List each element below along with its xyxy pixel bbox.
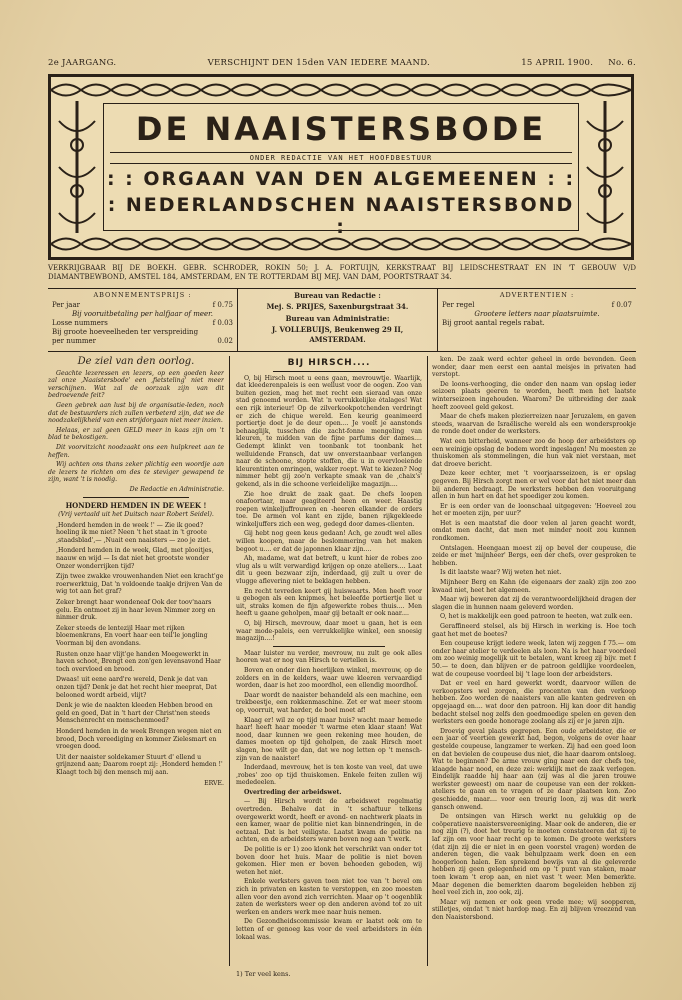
footnote: 1) Ter veel kens. <box>236 970 291 978</box>
redaction-address: Mej. S. PRIJES, Saxenburgstraat 34. <box>266 302 409 311</box>
paragraph: De ontsingen van Hirsch werkt nu gelukkig op de coöperatieve naaistersvereeniging. Maar ook de anderen, die er nog zijn (?), doet het treurig te moeten constateeren dat zij te laf zijn om voor haar recht op te komen. De groote werksters (dat zijn zij die er niet in en geen voorstel vragen) worden de anderen tegen, die vaak behulpzaam werk doen en een hoogerloon halen. Een sprekend bewijs van al die geleverde hebben zij geen gelegenheid om op 't punt van staken, maar toen kwam 't erop aan, en niet vast 't weer. Men bemerkte. Maar degenen die bemerkten daarom begeleiden hebben zij heel veel zich in, zoo ook, zij. <box>432 813 636 897</box>
subscription-heading: ABONNEMENTSPRIJS : <box>93 291 192 299</box>
organ-line-2: : NEDERLANDSCHEN NAAISTERSBOND : <box>107 194 575 238</box>
admin-heading: Bureau van Administratie: <box>285 314 390 323</box>
paragraph: Droevig geval plaats gegrepen. Een oude arbeidster, die er een jaar of veertien gewerkt had, begon, volgens de over haar gestelde coupeuse, langzamer te werken. Zij had een goed loon en dat bevielen de coupeuse dus niet, die haar daarom ontsloeg. Wat te beginnen? De arme vrouw ging naar een der chefs toe, klaagde haar nood, en deze zei: werklijk met de zaak verlegen. Eindelijk raadde hij haar aan (zij was al die jaren trouwe werkster geweest) om naar de coupeuse van een der rokken-ateliers te gaan en te vragen of ze daar plaatsen kon. Zoo geschiedde, maar.... voor een treurig loon, zij was dit werk gansch onwend. <box>432 727 636 811</box>
bulk-price: 0.02 <box>217 337 233 345</box>
paragraph: ken. De zaak werd echter geheel in orde bevonden. Geen wonder, daar men eerst een aantal meisjes in privaten had verstopt. <box>432 356 636 379</box>
volume-year: 2e JAARGANG. <box>48 58 117 68</box>
article-heading-oorlog: De ziel van den oorlog. <box>77 356 195 367</box>
ads-box <box>438 289 636 351</box>
poem-stanza: Zeker brengt haar wondeneaf Ook der toov'naars gelu. En ontmoet zij in haar leven Nimmer zorg en ninmer druk. <box>56 599 216 622</box>
paragraph: Is dit laatste waar? Wij weten het niet. <box>440 569 562 577</box>
poem-stanza: Rusten onze haar vlijt'ge handen Moegewerkt in haven schoot, Brengt een zon'gen levensavond Haar toch overvloed en brood. <box>56 650 221 673</box>
paragraph: Ah, madame, wat dat betreft, u kunt hier de robes zoo vlug als u wilt verwardigd krijgen op onze ateliers.... Laat dit u geen bezwaar zijn, inderdaad, gij zult u over de vlugge aflevering niet te beklagen hebben. <box>236 555 422 586</box>
masthead-inner <box>103 103 579 238</box>
signature: De Redactie en Administratie. <box>129 485 224 493</box>
info-row <box>48 288 636 352</box>
per-line-label: Per regel <box>442 301 475 309</box>
subscription-box <box>48 289 238 351</box>
paragraph: Maar de chefs maken plezierreizen naar Jeruzalem, en gaven steeds, waarvan de Israëlische wereld als een wondersprookje de ronde doet onder de werksters. <box>432 413 636 436</box>
ornament-right-icon <box>581 101 629 233</box>
divider <box>273 646 385 647</box>
paragraph: Dat er veel en hard gewerkt wordt, daarvoor willen de verkoopsters wel zorgen, die procenten van den verkoop hebben. Zoo worden de naaisters van alle kanten gedreven en opgejaagd en.... wat door den patroon. Hij kan door dit handig bedacht stelsel nog zelfs den goedmoedige spelen en geven den werksters een goede honorage zoolang als zij er je jaren zijn. <box>432 680 636 726</box>
poem-heading: HONDERD HEMDEN IN DE WEEK ! <box>65 500 207 510</box>
frequency-note: VERSCHIJNT DEN 15den VAN IEDERE MAAND. <box>207 58 431 68</box>
top-line <box>48 58 636 68</box>
paragraph: En recht tevreden keert gij huiswaarts. Men heeft voor u gebogen als een knipmes, het beleefde portiertje liet u uit, straks komen de fijn afgewerkte robes thuis.... Men heeft u gaane geholpen, maar gij betaalt er ook naar.... <box>236 587 422 618</box>
publisher-info: VERKRIJGBAAR BIJ DE BOEKH. GEBR. SCHRODER, ROKIN 50; J. A. FORTUIJN, KERKSTRAAT BIJ LEIDSCHESTRAAT EN IN 'T GEBOUW V/D DIAMANTBEWBOND, AMSTEL 184, AMSTERDAM, EN TE ROTTERDAM BIJ MEJ. VAN DAM, POORTSTRAAT 34. <box>48 264 636 281</box>
paragraph: Een coupeuse krijgt iedere week, laten wij zeggen f 75.— om onder haar atelier te verdeelen als loon. Na is het haar voordeel om zoo weinig mogelijk uit te betalen, want kreeg zij bijv. met f 50.— te doen, dan blijven er de patroon geldlijke voordeelen, wat de coupeuse voordeel bij 't lage loon der arbeidsters. <box>432 640 636 678</box>
paragraph: Inderdaad, mevrouw, het is ten koste van veel, dat uwe ‚robes' zoo op tijd thuiskomen. Enkele feiten zullen wij mededeelen. <box>236 764 422 787</box>
ads-heading: ADVERTENTIEN : <box>499 291 575 299</box>
bulk-label: Bij groote hoeveelheden ter verspreiding per nummer <box>52 328 199 345</box>
paragraph: Ontslagen. Heengaan moest zij op bevel der coupeuse, die zeide er met 'mijnheer' Bergs, een der chefs, over gesproken te hebben. <box>432 544 636 567</box>
admin-address: J. VOLLEBUIJS, Beukenweg 29 II, <box>271 325 404 334</box>
paragraph: Mijnheer Berg en Kahn (de eigenaars der zaak) zijn zoo zoo kwaad niet, heet het algemeen. <box>432 579 636 594</box>
organ-line-1: : : ORGAAN VAN DEN ALGEMEENEN : : <box>106 168 576 190</box>
poem-subtitle: (Vrij vertaald uit het Duitsch naar Robert Seidel). <box>58 511 214 519</box>
paragraph: Enkele werksters gaven toen niet toe van 't bevel om zich in privaten en kasten te verstoppen, en zoo moesten allen voor den avond zich verrichten. Maar op 't oogenblik zaten de werksters weer op den anderen avond tot zo uit werken en anders werk mee naar huis nemen. <box>236 878 422 916</box>
per-year-note: Bij vooruitbetaling per halfjaar of meer. <box>72 310 213 318</box>
column-1 <box>48 356 224 966</box>
paragraph: Geachte lezeressen en lezers, op een goeden keer zal onze ‚Naaistersbode' een ‚fietsteling' niet meer verschijnen. Wat zal de oorzaak zijn van dit bedroevende feit? <box>48 369 224 400</box>
paragraph: De loons-verhooging, die onder den naam van opslag ieder seizoen plaats geeren te worden, heeft men het laatste winterseizoen ingehouden. Waarom? De uitbreiding der zaak heeft zooveel geld gekost. <box>432 380 636 411</box>
paragraph: Klaag er! wil ze op tijd maar huis? wacht maar hemede haar! heeft haar moeder 't warme eten klaar staan! Wat nood, daar kunnen we geen rekening mee houden, de dames moeten op tijd geholpen, de zaak Hirsch moet slagen, hoe wilt ge dan, dat we nog letten op 't mensch-zijn van de naaister! <box>236 716 422 762</box>
office-box <box>238 289 438 351</box>
poem-stanza: Uit der naaister soldekamer Stuurt d' ellend u grijnzend aan; Daarom roept zij: ‚Honderd hemden !' Klaagt toch bij den mensch mij aan. <box>56 753 223 776</box>
paragraph: Gij hebt nog geen keus gedaan! Ach, ge zoudt wel alles willen koopen, maar de beslommering van het maken begoot u.... er dat de japonnen klaar zijn.... <box>236 530 422 553</box>
poem-author: ERVE. <box>204 779 224 787</box>
admin-city: AMSTERDAM. <box>309 335 366 344</box>
single-label: Losse nummers <box>52 319 108 327</box>
paragraph: Wij achten ons thans zeker plichtig een woordje aan de lezers te richten om des te steviger gewapend te zijn, want 't is noodig. <box>48 461 224 484</box>
paragraph: Maar wij nemen er ook geen vrede mee; wij soopperen, stilletjes, omdat 't niet hardop mag. En zij blijven vreezend van den Naaistersbond. <box>432 898 636 921</box>
column-rule <box>427 356 428 966</box>
paragraph: Maar wij beweren dat zij de verantwoordelijkheid dragen der slagen die in hunnen naam geleverd worden. <box>432 596 636 611</box>
poem-stanza: ‚Honderd hemden in de week !' — Zie ik goed? hoeling ik me niet? Neen 't het staat in 't groote ‚staadsblad',— ‚Nuait een naaisters — zoo je ziet. <box>56 521 211 544</box>
paragraph: Er is een order van de loonschaal uitgegeven: 'Hoeveel zou het er moeten zijn, per uur?' <box>432 502 636 518</box>
paragraph: Deze keer echter, met 't voorjaarsseizoen, is er opslag gegeven. Bij Hirsch zorgt men er wel voor dat het niet meer dan bij anderen bedraagt. De werksters hebben den vooruitgang allen in hun hart en dat het spoediger zou komen. <box>432 470 636 501</box>
ornament-left-icon <box>53 101 101 233</box>
single-price: f 0.03 <box>212 319 233 327</box>
editorial-line: ONDER REDACTIE VAN HET HOOFDBESTUUR <box>110 152 572 164</box>
redaction-heading: Bureau van Redactie : <box>294 291 381 300</box>
paragraph: O, bij Hirsch, mevrouw, daar moet u gaan, het is een waar mode-paleis, een verrukkelijke winkel, een snoesig magazijn....! <box>236 620 422 643</box>
ads-note: Grootere letters naar plaatsruimte. <box>474 310 600 318</box>
poem-stanza: ‚Honderd hemden in de week, Glad, met plooitjes, naauw en wijd — Is dat niet het grootste wonder Onzer wonderrijken tijd? <box>56 547 214 570</box>
newspaper-title: DE NAAISTERSBODE <box>135 110 547 148</box>
divider <box>273 371 385 372</box>
paragraph: Maar luister nu verder, mevrouw, nu zult ge ook alles hooren wat er nog van Hirsch te vertellen is. <box>236 649 422 665</box>
paragraph: Boven en onder dien heerlijken winkel, mevrouw, op de zolders en in de kelders, waar uwe kleeren vervaardigd worden, daar is het zoo moordhol, een ellendig moordhol. <box>236 666 422 690</box>
column-3 <box>432 356 636 966</box>
poem-stanza: Dwaas! uit eene aard're wereld, Denk je dat van onzen tijd? Denk je dat het recht hier meeprat, Dat belooned wordt arbeid, vlijt? <box>56 676 217 699</box>
article-heading-hirsch: BIJ HIRSCH.... <box>287 358 371 368</box>
per-year-price: f 0.75 <box>212 301 233 309</box>
paragraph: Daar wordt de naaister behandeld als een machine, een trekbeestje, een rokkenmaschine. Zet er wat meer stoom op, voorruit, wat harder, de boel moet af! <box>236 691 422 714</box>
ornament-top-icon <box>51 79 631 101</box>
paragraph: O, bij Hirsch moet u eens gaan, mevrouwtje. Waarlijk, dat kleederenpaleis is een wellust voor de oogen. Zoo van buiten gezien, mag het met recht een sieraad van onze stad genoemd worden. Wat 'n verrukkelijke étalages! Wat een rijk interieur! Op de zilverkookpotchenden verdringt er zich de chique wereld. Een keurig geanimeerd portiertje doet je de deur open.... Je voelt je aanstonds behaaglijk, tusschen die zacht-fonne mengeling van kleuren, te midden van de fijne parfums der dames.... Gedempt klinkt ven toonbank tot toonbank het welluidende Fransch, dat uw onverstaanbaar verlangen naar de schoone, stopte stoffen, die u in overvloeiende kleurentinten omringen, wakker roept. Wat te kiezen? Nog nimmer hebt gij zoo'n verkapte smaak van de ‚chaix's' gekend, als in die schoone verleidelijke magazijn.... <box>236 374 422 488</box>
poem-stanza: Honderd hemden in de week Brengen wegen niet en brood, Doch vereediging en kommer Zielesmart en vroegen dood. <box>56 727 222 751</box>
paragraph: — Bij Hirsch wordt de arbeidswet regelmatig overtreden. Behalve dat in 't schaftuur telkens overgewerkt wordt, heeft er avond- en nachtwerk plaats in een kamer, waar de politie niet kan binnendringen, in de eetzaal. Dat is het veiligste. Laatst kwam de politie na achten, en de arbeidsters waren boven nog aan 't werk. <box>236 798 422 844</box>
subheading-arbeidswet: Overtreding der arbeidswet. <box>244 788 342 796</box>
paragraph: Het is een maatstaf die door velen al jaren geacht wordt, omdat men dacht, dat men met minder nooit zou kunnen rondkomen. <box>432 519 636 543</box>
paragraph: Wat een bitterheid, wanneer zoo de hoop der arbeidsters op een weinigje opslag de bodem wordt ingeslagen! Nu moesten ze thuiskomen als stommelingen, die hun vak niet verstaan, met dat droeve bericht. <box>432 437 636 468</box>
column-2 <box>236 356 422 966</box>
paragraph: De Gezondheidscommissie kwam er laatst ook om te letten of er genoeg kas voor de veel arbeidsters in één lokaal was. <box>236 918 422 941</box>
column-rule <box>229 356 230 966</box>
poem-stanza: Denk je wie de naakten kleeden Hebben brood en geld en goed, Dat in 't hart der Christ'nen steeds Menschenrecht en menschenmoed? <box>56 702 213 725</box>
poem-stanza: Zijn twee zwakke vrouwenhanden Niet een kracht'ge roerwerktuig, Dat 'n voldoende taakje drijven Van de wig tot aan het graf? <box>56 573 224 596</box>
paragraph: Helaas, er zal geen GELD meer in kaas zijn om 't blad te bekostigen. <box>48 426 224 442</box>
paragraph: Dit voorvitzicht noodzaakt ons een hulpkreet aan te heffen. <box>48 443 224 459</box>
ads-discount: Bij groot aantal regels rabat. <box>442 319 545 327</box>
paragraph: Zie hoe drukt de zaak gaat. De chefs loopen onafoortaar, maar geagiteerd heen en weer. Haastig roepen winkeljuffrouwen en -heeren elkander de orders toe. De armen vol kant en zijde, banen rijkgekleede winkeljuffers zich een weg, gedegd door dames-clienten. <box>236 490 422 528</box>
paragraph: O, het is makkelijk een goed patroon te heeten, wat zulk een. <box>440 613 633 621</box>
divider <box>83 497 189 498</box>
paragraph: Geraffineerd stelsel, als bij Hirsch in werking is. Hoe toch gaat het met de boetes? <box>432 623 636 638</box>
poem-stanza: Zeker steeds de lentezijl Haar met rijken bloemenkrans, En voert haar een teil'le jongling Voorman bij den avondans. <box>56 624 208 647</box>
per-year-label: Per jaar <box>52 301 80 309</box>
per-line-price: f 0.07 <box>611 301 632 309</box>
paragraph: Geen gebrek aan lust bij de organisatie-leden, noch dat de bestuurders zich zullen verbeterd zijn, dat we de noodzakelijkheid van een strijdorgaan niet meer inzien. <box>48 401 224 425</box>
masthead <box>48 74 634 260</box>
paragraph: De politie is er 1) zoo klonk het verschrikt van onder tot boven door het huis. Maar de politie is niet boven gekomen. Hier men er boven behoeden geboden, wij weten het niet. <box>236 846 422 876</box>
issue-date: 15 APRIL 1900. No. 6. <box>521 58 636 68</box>
